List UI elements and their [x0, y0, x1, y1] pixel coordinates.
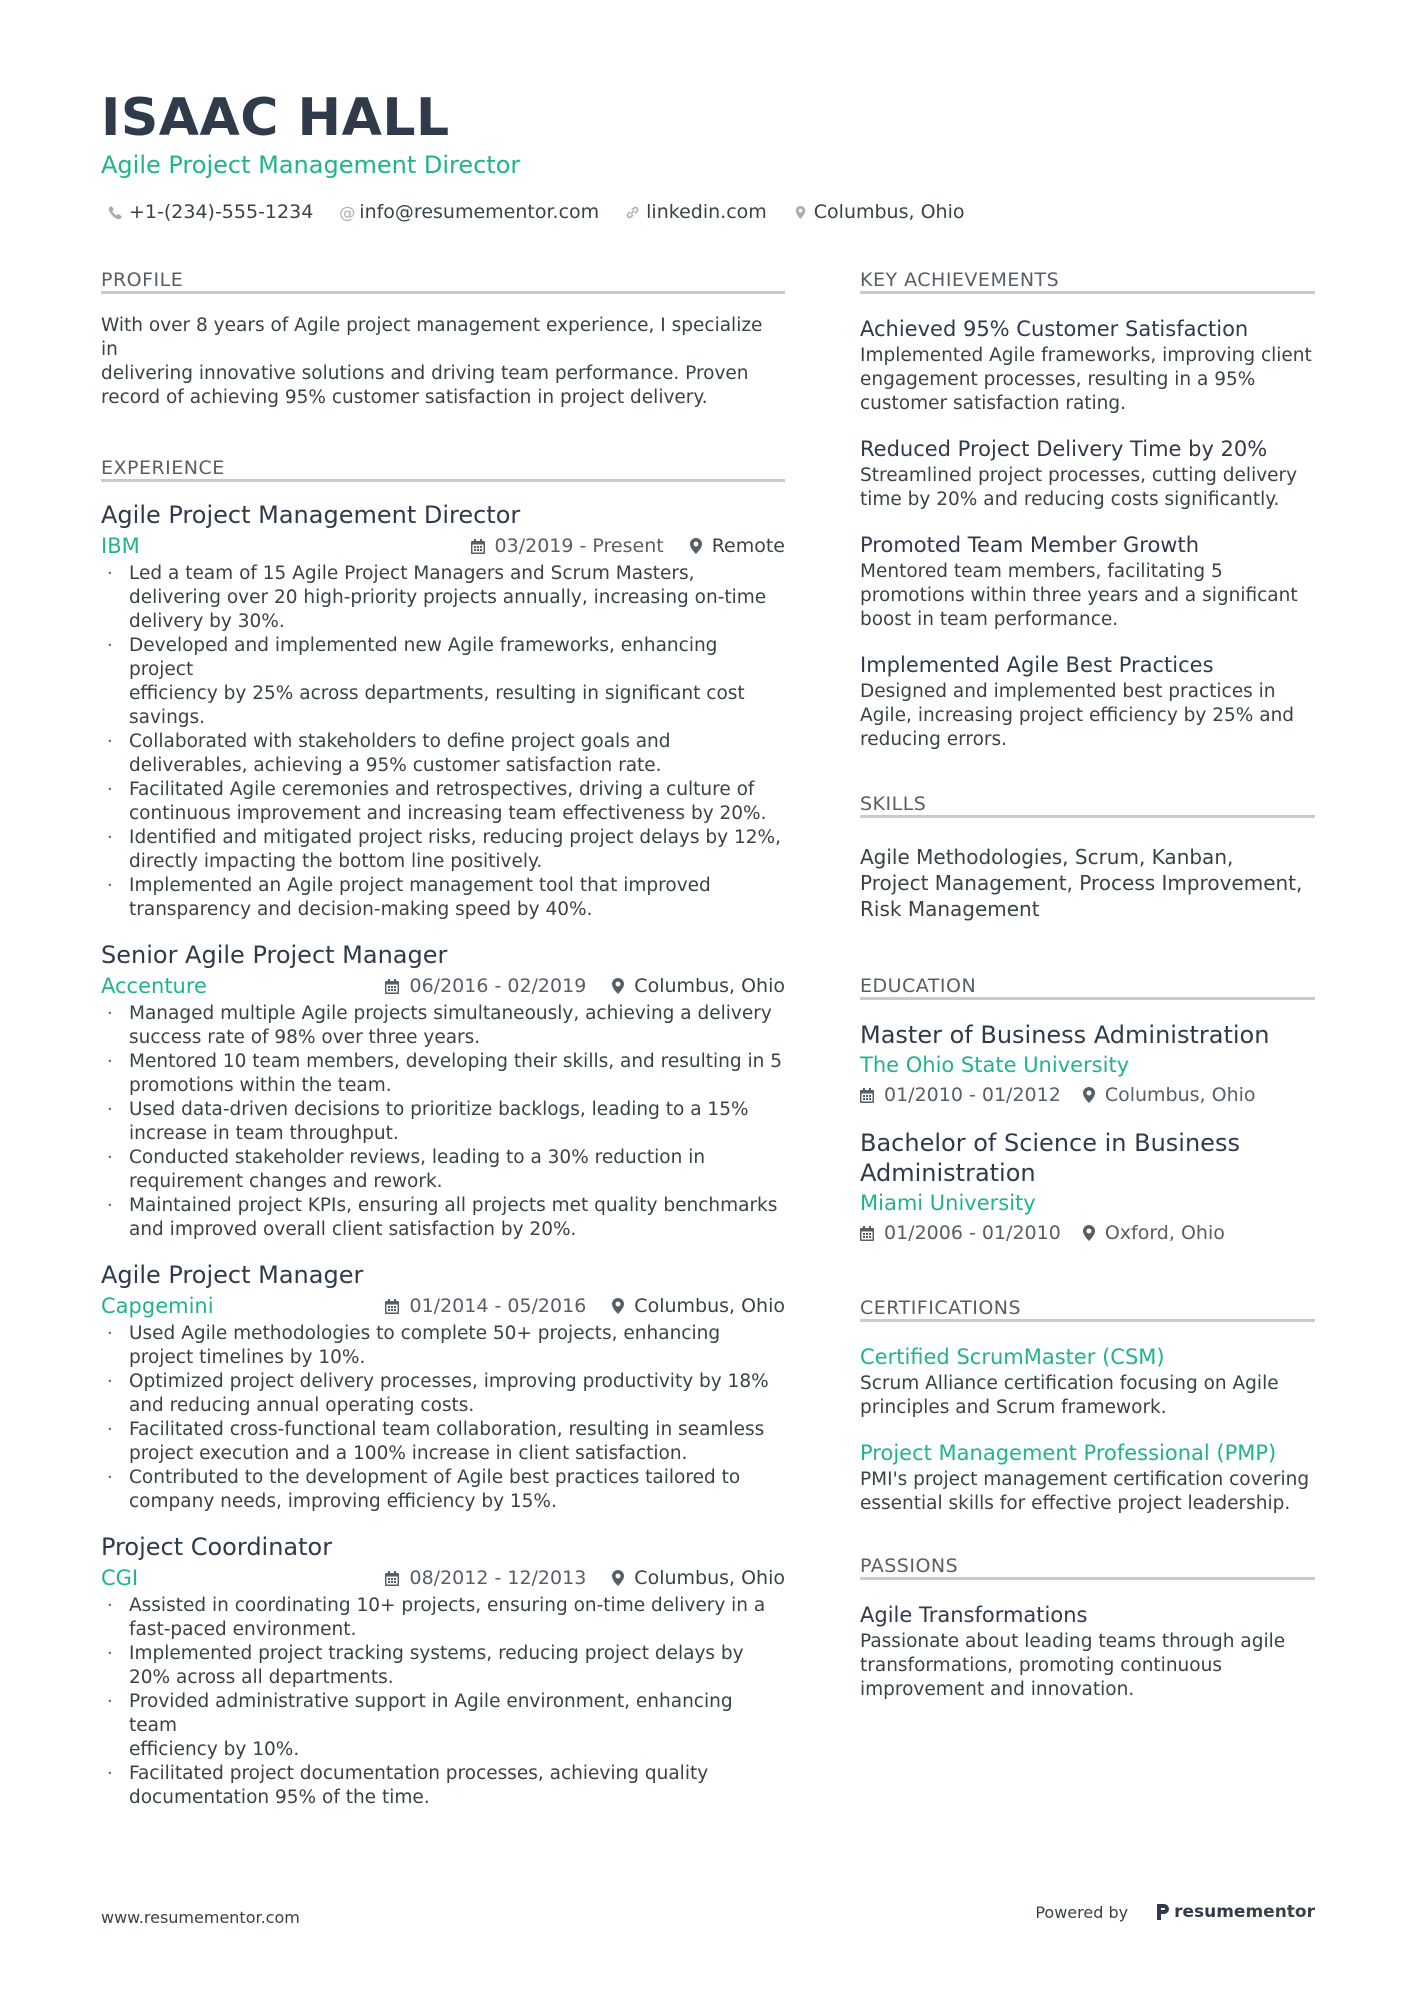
bullet-item — [101, 1762, 785, 1810]
bullet-item — [101, 562, 785, 634]
bullet-item — [101, 874, 785, 922]
contact-linkedin[interactable] — [625, 201, 767, 223]
achievement-line: reducing errors. — [860, 729, 1008, 750]
bullet-line: · Contributed to the development of Agile best practices tailored to — [129, 1467, 741, 1488]
bullet-line: · Developed and implemented new Agile frameworks, enhancing project — [129, 635, 718, 680]
bullet-line: · Optimized project delivery processes, improving productivity by 18% — [129, 1371, 769, 1392]
profile-line: record of achieving 95% customer satisfaction in project delivery. — [101, 387, 708, 408]
bullet-line: · Mentored 10 team members, developing their skills, and resulting in 5 — [129, 1051, 783, 1072]
bullet-line: · Used Agile methodologies to complete 50+ projects, enhancing — [129, 1323, 721, 1344]
job-entry — [101, 1532, 785, 1810]
education-degree: Bachelor of Science in Business — [860, 1129, 1240, 1157]
achievement-description — [860, 344, 1315, 416]
location-pin-icon — [612, 978, 624, 994]
job-entry — [101, 1260, 785, 1514]
job-location-text: Columbus, Ohio — [634, 1567, 785, 1589]
education-item — [860, 1128, 1315, 1248]
certification-description — [860, 1468, 1315, 1516]
bullet-line: savings. — [129, 707, 206, 728]
certifications-list — [860, 1342, 1315, 1516]
bullet-line: efficiency by 10%. — [129, 1739, 300, 1760]
calendar-icon — [860, 1226, 874, 1241]
profile-line: delivering innovative solutions and driving team performance. Proven — [101, 363, 749, 384]
certification-description — [860, 1372, 1315, 1420]
education-dates-text: 01/2006 - 01/2010 — [884, 1222, 1061, 1244]
job-dates — [385, 1562, 586, 1594]
phone-icon — [108, 205, 123, 220]
bullet-item — [101, 1642, 785, 1690]
job-title: Agile Project Manager — [101, 1261, 364, 1289]
bullet-item — [101, 1466, 785, 1514]
job-title: Project Coordinator — [101, 1533, 333, 1561]
profile-line: With over 8 years of Agile project management experience, I specialize in — [101, 315, 763, 360]
location-pin-icon — [690, 538, 702, 554]
certification-title: Certified ScrumMaster (CSM) — [860, 1345, 1165, 1369]
bullet-line: transparency and decision-making speed by 40%. — [129, 899, 593, 920]
phone-text: +1-(234)-555-1234 — [129, 201, 314, 223]
bullet-line: and reducing annual operating costs. — [129, 1395, 475, 1416]
education-degree: Master of Business Administration — [860, 1021, 1270, 1049]
location-pin-icon — [612, 1570, 624, 1586]
contact-email[interactable] — [339, 201, 599, 223]
education-heading: EDUCATION — [860, 974, 1315, 1000]
job-meta — [101, 530, 785, 562]
bullet-item — [101, 1050, 785, 1098]
brand-mark-icon — [1156, 1903, 1170, 1921]
education-location — [1083, 1080, 1256, 1110]
passions-heading: PASSIONS — [860, 1554, 1315, 1580]
calendar-icon — [385, 979, 399, 994]
job-title: Agile Project Management Director — [101, 501, 521, 529]
job-entry — [101, 500, 785, 922]
achievement-line: time by 20% and reducing costs significantly. — [860, 489, 1280, 510]
passion-line: transformations, promoting continuous — [860, 1655, 1222, 1676]
bullet-line: project timelines by 10%. — [129, 1347, 366, 1368]
achievement-line: Designed and implemented best practices in — [860, 681, 1276, 702]
job-company: Capgemini — [101, 1294, 214, 1318]
bullet-line: · Provided administrative support in Agile environment, enhancing team — [129, 1691, 733, 1736]
skills-line: Project Management, Process Improvement, — [860, 871, 1303, 895]
bullet-item — [101, 1322, 785, 1370]
bullet-line: deliverables, achieving a 95% customer satisfaction rate. — [129, 755, 662, 776]
education-dates — [860, 1218, 1061, 1248]
education-school: Miami University — [860, 1191, 1036, 1215]
location-text: Columbus, Ohio — [813, 201, 965, 223]
passion-title: Agile Transformations — [860, 1603, 1088, 1627]
job-entry — [101, 940, 785, 1242]
achievement-title: Promoted Team Member Growth — [860, 533, 1200, 557]
bullet-item — [101, 1146, 785, 1194]
education-degree: Administration — [860, 1159, 1036, 1187]
bullet-item — [101, 730, 785, 778]
bullet-item — [101, 1098, 785, 1146]
bullet-line: · Implemented project tracking systems, reducing project delays by — [129, 1643, 744, 1664]
bullet-item — [101, 1690, 785, 1762]
achievement-title: Reduced Project Delivery Time by 20% — [860, 437, 1268, 461]
achievement-item — [860, 434, 1315, 512]
achievement-item — [860, 650, 1315, 752]
experience-heading: EXPERIENCE — [101, 456, 785, 482]
bullet-line: documentation 95% of the time. — [129, 1787, 430, 1808]
job-location-text: Remote — [711, 535, 785, 557]
bullet-line: promotions within the team. — [129, 1075, 392, 1096]
achievement-line: Implemented Agile frameworks, improving client — [860, 345, 1312, 366]
bullet-line: efficiency by 25% across departments, resulting in significant cost — [129, 683, 745, 704]
skills-line: Agile Methodologies, Scrum, Kanban, — [860, 845, 1234, 869]
job-dates-text: 08/2012 - 12/2013 — [409, 1567, 587, 1589]
passion-line: Passionate about leading teams through agile — [860, 1631, 1286, 1652]
calendar-icon — [860, 1088, 874, 1103]
footer-branding — [1035, 1902, 1315, 1922]
job-bullets — [101, 1322, 785, 1514]
achievement-title: Implemented Agile Best Practices — [860, 653, 1214, 677]
location-pin-icon — [793, 205, 808, 220]
skills-heading: SKILLS — [860, 792, 1315, 818]
certifications-heading: CERTIFICATIONS — [860, 1296, 1315, 1322]
bullet-item — [101, 1370, 785, 1418]
achievement-line: engagement processes, resulting in a 95% — [860, 369, 1256, 390]
calendar-icon — [385, 1299, 399, 1314]
bullet-line: increase in team throughput. — [129, 1123, 399, 1144]
passion-line: improvement and innovation. — [860, 1679, 1135, 1700]
passions-list — [860, 1600, 1315, 1702]
job-dates-text: 03/2019 - Present — [494, 535, 664, 557]
certification-title: Project Management Professional (PMP) — [860, 1441, 1277, 1465]
achievement-line: Agile, increasing project efficiency by 25% and — [860, 705, 1295, 726]
bullet-line: · Led a team of 15 Agile Project Managers and Scrum Masters, — [129, 563, 695, 584]
certification-item — [860, 1438, 1315, 1516]
bullet-line: 20% across all departments. — [129, 1667, 394, 1688]
bullet-item — [101, 634, 785, 730]
brand-name-part2: mentor — [1245, 1902, 1315, 1922]
contact-bar — [108, 198, 990, 226]
education-location-text: Oxford, Ohio — [1104, 1222, 1225, 1244]
bullet-item — [101, 826, 785, 874]
job-company: CGI — [101, 1566, 139, 1590]
bullet-item — [101, 1418, 785, 1466]
passion-description — [860, 1630, 1315, 1702]
bullet-line: fast-paced environment. — [129, 1619, 357, 1640]
achievement-line: boost in team performance. — [860, 609, 1119, 630]
contact-location — [793, 201, 965, 223]
calendar-icon — [471, 539, 485, 554]
linkedin-text: linkedin.com — [646, 201, 767, 223]
bullet-item — [101, 1002, 785, 1050]
certification-line: principles and Scrum framework. — [860, 1397, 1167, 1418]
bullet-line: requirement changes and rework. — [129, 1171, 443, 1192]
education-location-text: Columbus, Ohio — [1104, 1084, 1256, 1106]
job-dates-text: 06/2016 - 02/2019 — [409, 975, 587, 997]
education-dates-text: 01/2010 - 01/2012 — [884, 1084, 1061, 1106]
certification-line: Scrum Alliance certification focusing on Agile — [860, 1373, 1279, 1394]
location-pin-icon — [1083, 1087, 1095, 1103]
bullet-line: · Facilitated cross-functional team collaboration, resulting in seamless — [129, 1419, 765, 1440]
candidate-name: ISAAC HALL — [101, 88, 450, 148]
bullet-line: · Facilitated project documentation processes, achieving quality — [129, 1763, 709, 1784]
left-column — [101, 268, 785, 1828]
job-dates-text: 01/2014 - 05/2016 — [409, 1295, 587, 1317]
achievement-line: promotions within three years and a significant — [860, 585, 1298, 606]
certification-line: essential skills for effective project leadership. — [860, 1493, 1291, 1514]
job-bullets — [101, 1594, 785, 1810]
bullet-line: company needs, improving efficiency by 15%. — [129, 1491, 557, 1512]
job-location — [612, 1290, 785, 1322]
job-bullets — [101, 1002, 785, 1242]
job-dates — [385, 1290, 586, 1322]
bullet-item — [101, 778, 785, 826]
bullet-line: · Identified and mitigated project risks, reducing project delays by 12%, — [129, 827, 781, 848]
education-list — [860, 1020, 1315, 1248]
job-location — [690, 530, 785, 562]
bullet-line: · Assisted in coordinating 10+ projects, ensuring on-time delivery in a — [129, 1595, 766, 1616]
education-meta — [860, 1080, 1315, 1110]
achievements-heading: KEY ACHIEVEMENTS — [860, 268, 1315, 294]
job-company: Accenture — [101, 974, 207, 998]
achievement-description — [860, 464, 1315, 512]
bullet-line: delivering over 20 high-priority projects annually, increasing on-time — [129, 587, 767, 608]
bullet-line: · Maintained project KPIs, ensuring all projects met quality benchmarks — [129, 1195, 778, 1216]
at-icon: @ — [339, 202, 356, 222]
bullet-line: delivery by 30%. — [129, 611, 285, 632]
job-meta — [101, 970, 785, 1002]
job-company: IBM — [101, 534, 140, 558]
job-meta — [101, 1562, 785, 1594]
achievement-item — [860, 530, 1315, 632]
skills-list — [860, 844, 1315, 922]
achievement-item — [860, 314, 1315, 416]
certification-line: PMI's project management certification covering — [860, 1469, 1310, 1490]
brand-name-part1: resume — [1174, 1902, 1246, 1922]
job-meta — [101, 1290, 785, 1322]
job-dates — [471, 530, 664, 562]
achievement-title: Achieved 95% Customer Satisfaction — [860, 317, 1249, 341]
certification-item — [860, 1342, 1315, 1420]
profile-summary — [101, 314, 785, 410]
bullet-item — [101, 1194, 785, 1242]
bullet-line: · Collaborated with stakeholders to define project goals and — [129, 731, 671, 752]
education-meta — [860, 1218, 1315, 1248]
education-location — [1083, 1218, 1225, 1248]
location-pin-icon — [612, 1298, 624, 1314]
footer-website[interactable]: www.resumementor.com — [101, 1908, 300, 1927]
bullet-item — [101, 1594, 785, 1642]
bullet-line: success rate of 98% over three years. — [129, 1027, 481, 1048]
bullet-line: · Used data-driven decisions to prioritize backlogs, leading to a 15% — [129, 1099, 749, 1120]
contact-phone[interactable] — [108, 201, 313, 223]
email-text: info@resumementor.com — [359, 201, 600, 223]
location-pin-icon — [1083, 1225, 1095, 1241]
bullet-line: · Managed multiple Agile projects simultaneously, achieving a delivery — [129, 1003, 772, 1024]
job-title: Senior Agile Project Manager — [101, 941, 448, 969]
job-location — [612, 970, 785, 1002]
job-location-text: Columbus, Ohio — [634, 1295, 785, 1317]
education-school: The Ohio State University — [860, 1053, 1130, 1077]
job-dates — [385, 970, 586, 1002]
right-column — [860, 268, 1315, 1720]
bullet-line: project execution and a 100% increase in client satisfaction. — [129, 1443, 688, 1464]
profile-heading: PROFILE — [101, 268, 785, 294]
job-location — [612, 1562, 785, 1594]
candidate-headline: Agile Project Management Director — [101, 151, 521, 179]
powered-by-label: Powered by — [1035, 1902, 1129, 1922]
calendar-icon — [385, 1571, 399, 1586]
bullet-line: · Facilitated Agile ceremonies and retrospectives, driving a culture of — [129, 779, 755, 800]
link-icon — [625, 205, 640, 220]
achievement-description — [860, 680, 1315, 752]
achievement-description — [860, 560, 1315, 632]
bullet-line: · Implemented an Agile project management tool that improved — [129, 875, 711, 896]
education-item — [860, 1020, 1315, 1110]
achievement-line: customer satisfaction rating. — [860, 393, 1127, 414]
job-location-text: Columbus, Ohio — [634, 975, 785, 997]
experience-list — [101, 500, 785, 1810]
bullet-line: directly impacting the bottom line positively. — [129, 851, 543, 872]
passion-item — [860, 1600, 1315, 1702]
achievement-line: Mentored team members, facilitating 5 — [860, 561, 1223, 582]
bullet-line: · Conducted stakeholder reviews, leading to a 30% reduction in — [129, 1147, 706, 1168]
achievement-line: Streamlined project processes, cutting delivery — [860, 465, 1298, 486]
bullet-line: and improved overall client satisfaction by 20%. — [129, 1219, 577, 1240]
bullet-line: continuous improvement and increasing team effectiveness by 20%. — [129, 803, 767, 824]
job-bullets — [101, 562, 785, 922]
education-dates — [860, 1080, 1061, 1110]
skills-line: Risk Management — [860, 897, 1040, 921]
achievements-list — [860, 314, 1315, 752]
brand-logo[interactable] — [1156, 1902, 1315, 1922]
